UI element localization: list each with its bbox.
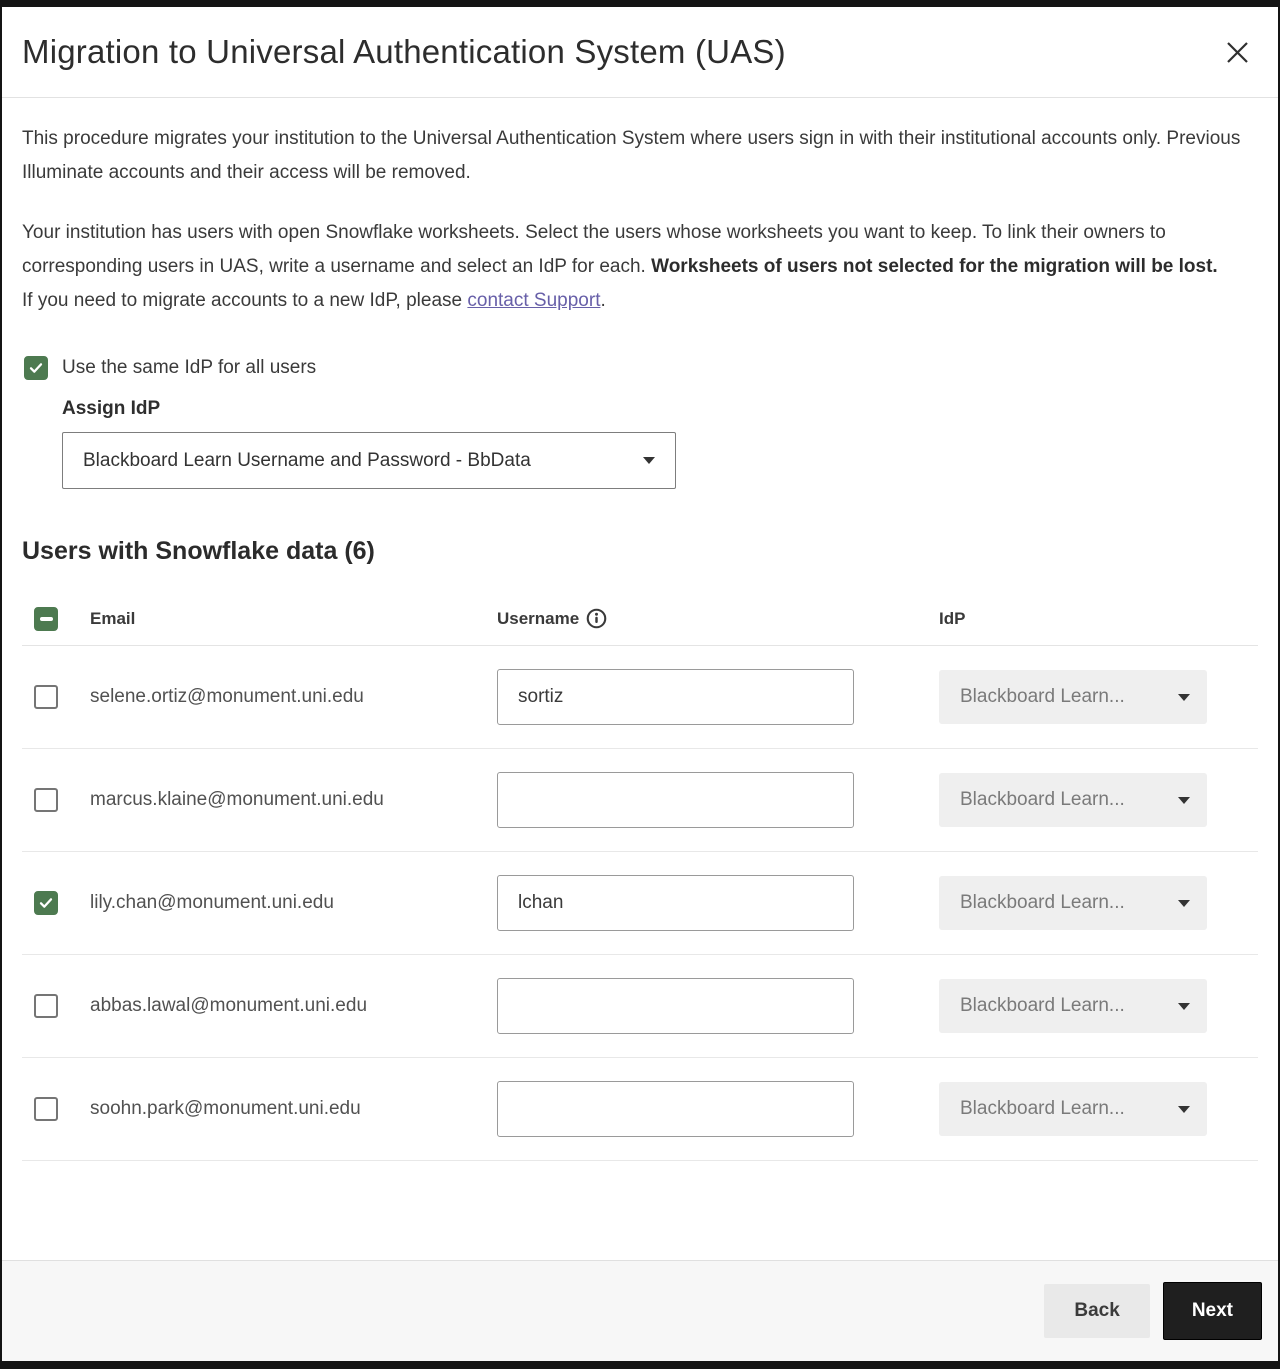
- next-button[interactable]: Next: [1163, 1282, 1262, 1340]
- chevron-down-icon: [1178, 1106, 1190, 1113]
- row-email: soohn.park@monument.uni.edu: [90, 1098, 361, 1119]
- table-row: [22, 1058, 1258, 1161]
- same-idp-row: [22, 356, 1258, 380]
- chevron-down-icon: [643, 457, 655, 464]
- row-username-input[interactable]: [497, 669, 854, 725]
- assign-idp-label: Assign IdP: [62, 398, 161, 419]
- row-idp-label: Blackboard Learn...: [960, 892, 1125, 913]
- row-checkbox[interactable]: [34, 788, 58, 812]
- dialog-footer: [2, 1260, 1278, 1361]
- row-idp-select[interactable]: [939, 773, 1207, 827]
- row-idp-label: Blackboard Learn...: [960, 995, 1125, 1016]
- row-email: selene.ortiz@monument.uni.edu: [90, 686, 364, 707]
- migration-dialog: [2, 7, 1278, 1361]
- chevron-down-icon: [1178, 797, 1190, 804]
- instructions-warning-bold: Worksheets of users not selected for the migration will be lost.: [651, 256, 1218, 277]
- intro-paragraph: This procedure migrates your institution to the Universal Authentication System where users sign in with their institutional accounts only. Previous Illuminate accounts and their access will be removed.: [22, 128, 1241, 183]
- email-column-header: Email: [90, 608, 136, 628]
- dash-icon: [40, 617, 53, 621]
- table-row: [22, 646, 1258, 749]
- row-email: abbas.lawal@monument.uni.edu: [90, 995, 368, 1016]
- row-username-input[interactable]: [497, 772, 854, 828]
- instructions-text: Your institution has users with open Snowflake worksheets. Select the users whose worksheets you want to keep. To link their owners to corresponding users in UAS, write a username and select an IdP for each.: [22, 222, 1166, 277]
- table-row: [22, 955, 1258, 1058]
- row-email: lily.chan@monument.uni.edu: [90, 892, 334, 913]
- assign-idp-selected-value: Blackboard Learn Username and Password - BbData: [83, 449, 531, 471]
- select-all-checkbox[interactable]: [34, 607, 58, 631]
- row-idp-label: Blackboard Learn...: [960, 686, 1125, 707]
- users-table-body: [22, 646, 1258, 1161]
- info-icon[interactable]: [586, 608, 607, 629]
- row-idp-select[interactable]: [939, 979, 1207, 1033]
- dialog-header: [2, 7, 1278, 98]
- username-column-header: Username: [497, 608, 580, 628]
- row-idp-select[interactable]: [939, 876, 1207, 930]
- same-idp-label: Use the same IdP for all users: [62, 357, 317, 378]
- close-icon[interactable]: [1222, 37, 1252, 67]
- users-table-header: [22, 592, 1258, 646]
- dialog-body: [2, 98, 1278, 1260]
- contact-support-link[interactable]: contact Support: [467, 290, 601, 311]
- table-row: [22, 852, 1258, 955]
- row-checkbox[interactable]: [34, 891, 58, 915]
- checkmark-icon: [28, 360, 44, 376]
- row-username-input[interactable]: [497, 875, 854, 931]
- table-row: [22, 749, 1258, 852]
- support-sentence-suffix: .: [600, 290, 606, 311]
- row-username-input[interactable]: [497, 978, 854, 1034]
- row-checkbox[interactable]: [34, 994, 58, 1018]
- row-username-input[interactable]: [497, 1081, 854, 1137]
- idp-column-header: IdP: [939, 608, 966, 628]
- support-sentence-prefix: If you need to migrate accounts to a new IdP, please: [22, 290, 468, 311]
- row-idp-select[interactable]: [939, 670, 1207, 724]
- row-idp-label: Blackboard Learn...: [960, 1098, 1125, 1119]
- chevron-down-icon: [1178, 900, 1190, 907]
- row-idp-label: Blackboard Learn...: [960, 789, 1125, 810]
- chevron-down-icon: [1178, 694, 1190, 701]
- back-button[interactable]: Back: [1044, 1284, 1149, 1338]
- row-checkbox[interactable]: [34, 685, 58, 709]
- instructions-paragraph: [22, 216, 1258, 318]
- assign-idp-select[interactable]: [62, 432, 676, 489]
- users-section-heading: Users with Snowflake data (6): [22, 537, 375, 565]
- dialog-title: Migration to Universal Authentication System (UAS): [22, 33, 786, 70]
- row-email: marcus.klaine@monument.uni.edu: [90, 789, 384, 810]
- chevron-down-icon: [1178, 1003, 1190, 1010]
- same-idp-checkbox[interactable]: [24, 356, 48, 380]
- row-checkbox[interactable]: [34, 1097, 58, 1121]
- row-idp-select[interactable]: [939, 1082, 1207, 1136]
- checkmark-icon: [38, 895, 54, 911]
